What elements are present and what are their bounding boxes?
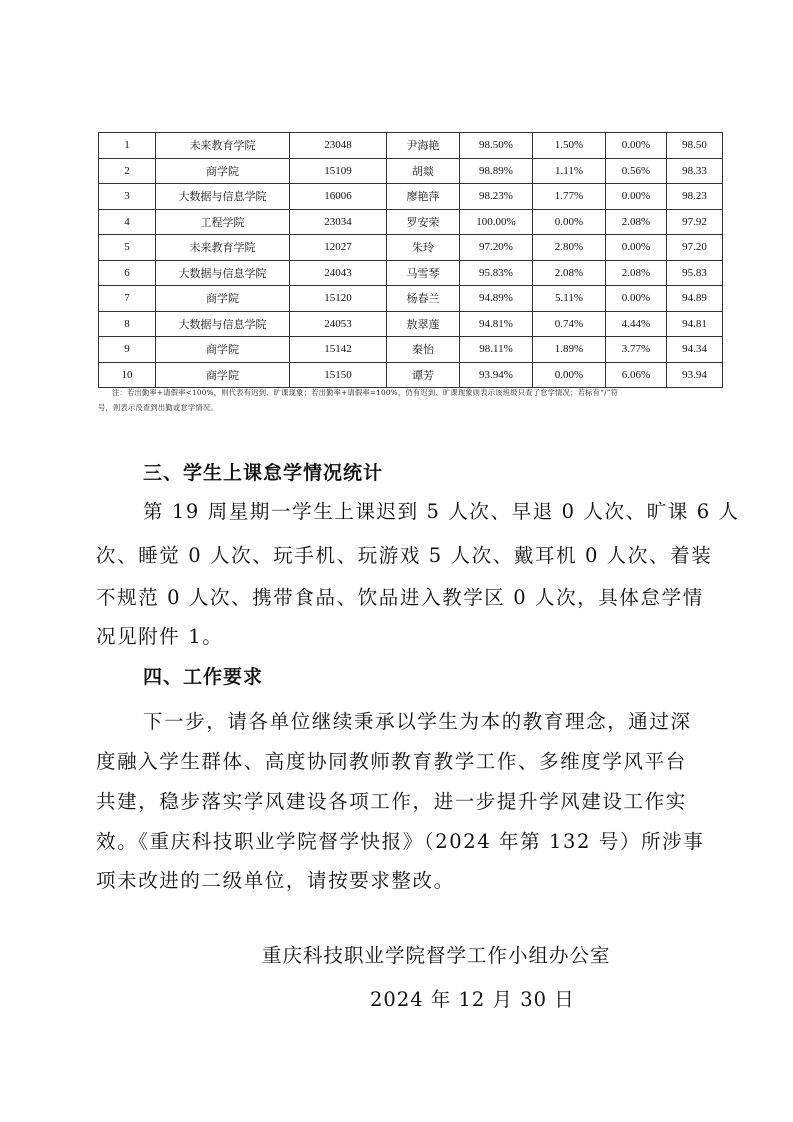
college-cell: 工程学院 xyxy=(156,209,290,235)
class-cell: 12027 xyxy=(290,235,387,261)
slack-rate-cell: 0.00% xyxy=(606,133,667,159)
table-row xyxy=(99,158,723,184)
leave-rate-cell: 2.08% xyxy=(533,260,606,286)
section-3-line: 第 19 周星期一学生上课迟到 5 人次、早退 0 人次、旷课 6 人 xyxy=(143,500,740,523)
table-row xyxy=(99,311,723,337)
section-3-line: 次、睡觉 0 人次、玩手机、玩游戏 5 人次、戴耳机 0 人次、着装 xyxy=(96,544,713,567)
attendance-rate-cell: 98.23% xyxy=(460,184,533,210)
slack-rate-cell: 4.44% xyxy=(606,311,667,337)
table-row xyxy=(99,235,723,261)
rank-cell: 6 xyxy=(99,260,156,286)
score-cell: 98.33 xyxy=(667,158,723,184)
teacher-cell: 罗安荣 xyxy=(387,209,460,235)
leave-rate-cell: 1.77% xyxy=(533,184,606,210)
attendance-rate-cell: 94.89% xyxy=(460,286,533,312)
college-cell: 商学院 xyxy=(156,286,290,312)
attendance-rate-cell: 95.83% xyxy=(460,260,533,286)
college-cell: 大数据与信息学院 xyxy=(156,311,290,337)
college-cell: 商学院 xyxy=(156,337,290,363)
section-4-line: 共建，稳步落实学风建设各项工作，进一步提升学风建设工作实 xyxy=(96,790,687,813)
leave-rate-cell: 0.00% xyxy=(533,209,606,235)
score-cell: 94.89 xyxy=(667,286,723,312)
slack-rate-cell: 3.77% xyxy=(606,337,667,363)
college-cell: 商学院 xyxy=(156,362,290,388)
teacher-cell: 朱玲 xyxy=(387,235,460,261)
teacher-cell: 秦怡 xyxy=(387,337,460,363)
ranking-table xyxy=(98,132,723,388)
slack-rate-cell: 6.06% xyxy=(606,362,667,388)
rank-cell: 8 xyxy=(99,311,156,337)
teacher-cell: 谭芳 xyxy=(387,362,460,388)
slack-rate-cell: 2.08% xyxy=(606,209,667,235)
class-cell: 15109 xyxy=(290,158,387,184)
table-row xyxy=(99,184,723,210)
attendance-rate-cell: 97.20% xyxy=(460,235,533,261)
score-cell: 97.20 xyxy=(667,235,723,261)
college-cell: 未来教育学院 xyxy=(156,133,290,159)
score-cell: 97.92 xyxy=(667,209,723,235)
attendance-rate-cell: 93.94% xyxy=(460,362,533,388)
teacher-cell: 尹海艳 xyxy=(387,133,460,159)
rank-cell: 3 xyxy=(99,184,156,210)
college-cell: 大数据与信息学院 xyxy=(156,184,290,210)
section-4-line: 下一步，请各单位继续秉承以学生为本的教育理念，通过深 xyxy=(143,710,692,733)
rank-cell: 10 xyxy=(99,362,156,388)
leave-rate-cell: 0.74% xyxy=(533,311,606,337)
score-cell: 98.50 xyxy=(667,133,723,159)
attendance-rate-cell: 94.81% xyxy=(460,311,533,337)
table-row xyxy=(99,133,723,159)
class-cell: 15120 xyxy=(290,286,387,312)
table-note-line-1: 注：若出勤率+请假率<100%，则代表有迟到、旷课现象；若出勤率+请假率=100%，仍有迟到、旷课现象则表示该班级只查了怠学情况；若标有“/”符 xyxy=(112,388,619,397)
section-3-line: 不规范 0 人次、携带食品、饮品进入教学区 0 人次，具体怠学情 xyxy=(96,586,704,609)
signature-date: 2024 年 12 月 30 日 xyxy=(370,988,575,1011)
rank-cell: 1 xyxy=(99,133,156,159)
leave-rate-cell: 1.50% xyxy=(533,133,606,159)
leave-rate-cell: 2.80% xyxy=(533,235,606,261)
section-4-line: 度融入学生群体、高度协同教师教育教学工作、多维度学风平台 xyxy=(96,750,687,773)
teacher-cell: 杨春兰 xyxy=(387,286,460,312)
table-note-line-2: 号，则表示没查到出勤或怠学情况。 xyxy=(98,403,218,412)
score-cell: 94.34 xyxy=(667,337,723,363)
college-cell: 未来教育学院 xyxy=(156,235,290,261)
table-row xyxy=(99,337,723,363)
rank-cell: 5 xyxy=(99,235,156,261)
section-4-line: 效。《重庆科技职业学院督学快报》（2024 年第 132 号）所涉事 xyxy=(96,830,705,853)
attendance-rate-cell: 98.50% xyxy=(460,133,533,159)
class-cell: 23034 xyxy=(290,209,387,235)
attendance-rate-cell: 98.11% xyxy=(460,337,533,363)
rank-cell: 7 xyxy=(99,286,156,312)
teacher-cell: 胡燚 xyxy=(387,158,460,184)
teacher-cell: 廖艳萍 xyxy=(387,184,460,210)
college-cell: 大数据与信息学院 xyxy=(156,260,290,286)
rank-cell: 9 xyxy=(99,337,156,363)
score-cell: 94.81 xyxy=(667,311,723,337)
class-cell: 16006 xyxy=(290,184,387,210)
slack-rate-cell: 0.00% xyxy=(606,286,667,312)
class-cell: 24053 xyxy=(290,311,387,337)
section-3-heading: 三、学生上课怠学情况统计 xyxy=(143,462,384,484)
rank-cell: 2 xyxy=(99,158,156,184)
ranking-table-body xyxy=(99,133,723,388)
table-row xyxy=(99,260,723,286)
score-cell: 95.83 xyxy=(667,260,723,286)
section-4-heading: 四、工作要求 xyxy=(143,666,264,688)
table-row xyxy=(99,362,723,388)
score-cell: 93.94 xyxy=(667,362,723,388)
signature-organization: 重庆科技职业学院督学工作小组办公室 xyxy=(262,944,611,967)
section-3-line: 况见附件 1。 xyxy=(96,625,224,648)
table-row xyxy=(99,286,723,312)
leave-rate-cell: 0.00% xyxy=(533,362,606,388)
section-4-line: 项未改进的二级单位，请按要求整改。 xyxy=(96,869,455,892)
teacher-cell: 马雪琴 xyxy=(387,260,460,286)
rank-cell: 4 xyxy=(99,209,156,235)
slack-rate-cell: 2.08% xyxy=(606,260,667,286)
class-cell: 15150 xyxy=(290,362,387,388)
attendance-rate-cell: 98.89% xyxy=(460,158,533,184)
slack-rate-cell: 0.00% xyxy=(606,184,667,210)
college-cell: 商学院 xyxy=(156,158,290,184)
leave-rate-cell: 1.89% xyxy=(533,337,606,363)
leave-rate-cell: 5.11% xyxy=(533,286,606,312)
score-cell: 98.23 xyxy=(667,184,723,210)
slack-rate-cell: 0.00% xyxy=(606,235,667,261)
class-cell: 15142 xyxy=(290,337,387,363)
teacher-cell: 敖翠莲 xyxy=(387,311,460,337)
leave-rate-cell: 1.11% xyxy=(533,158,606,184)
class-cell: 23048 xyxy=(290,133,387,159)
table-row xyxy=(99,209,723,235)
class-cell: 24043 xyxy=(290,260,387,286)
slack-rate-cell: 0.56% xyxy=(606,158,667,184)
attendance-rate-cell: 100.00% xyxy=(460,209,533,235)
